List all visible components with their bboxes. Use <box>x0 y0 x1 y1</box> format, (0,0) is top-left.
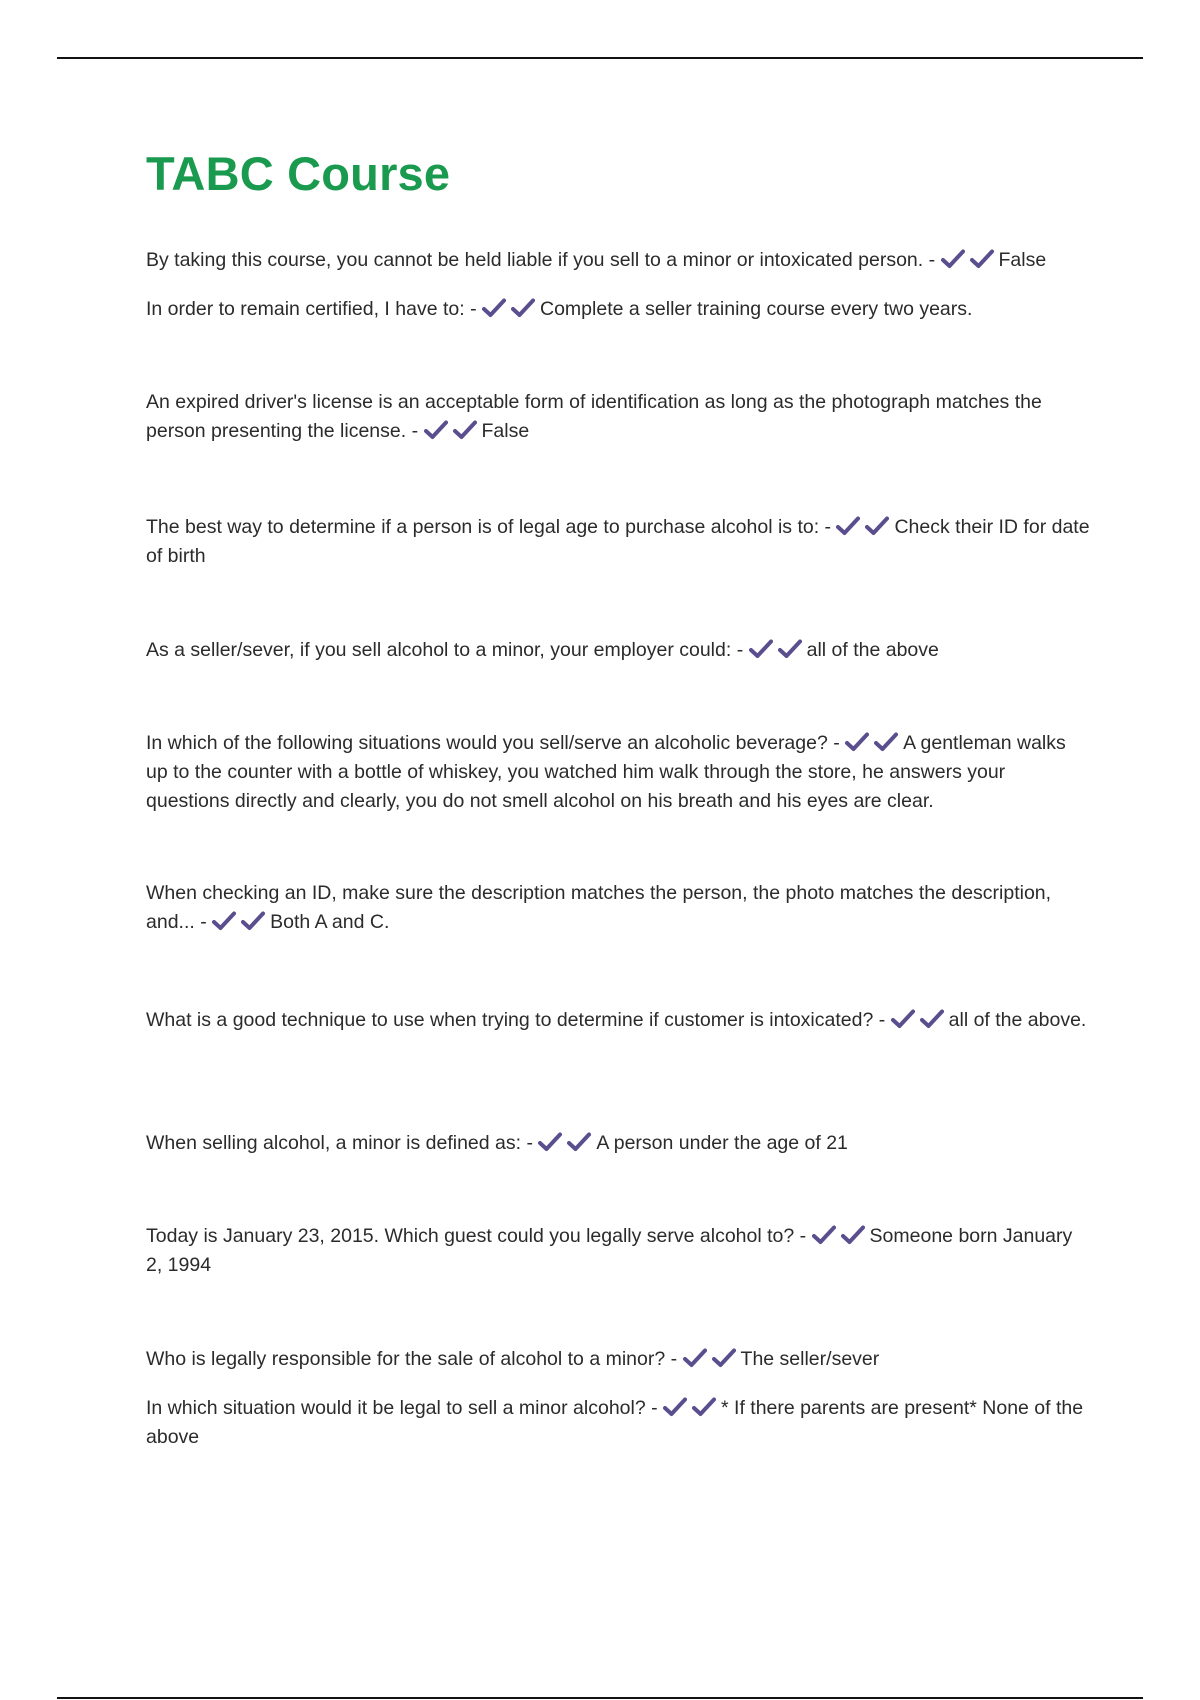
bottom-rule <box>57 1697 1143 1699</box>
answer-marker <box>424 420 482 442</box>
answer-text: False <box>481 420 530 442</box>
check-icon <box>424 420 448 440</box>
answer-text: Someone born January 2, 1994 <box>146 1225 1073 1276</box>
check-icon <box>538 1132 562 1152</box>
check-icon <box>749 639 773 659</box>
check-icon <box>970 249 994 269</box>
check-icon <box>511 298 535 318</box>
check-icon <box>920 1009 944 1029</box>
answer-text: False <box>998 249 1047 271</box>
check-icon <box>241 911 265 931</box>
qa-item-12 <box>146 1394 1091 1452</box>
qa-item-7 <box>146 879 1091 937</box>
answer-marker <box>683 1348 741 1370</box>
question-text: In order to remain certified, I have to: - <box>146 298 477 320</box>
qa-item-4 <box>146 513 1091 571</box>
answer-text: A gentleman walks up to the counter with a bottle of whiskey, you watched him walk through the store, he answers your questions directly and clearly, you do not smell alcohol on his breath and his eyes are clear. <box>146 732 1066 812</box>
check-icon <box>891 1009 915 1029</box>
qa-item-8 <box>146 1006 1091 1035</box>
answer-text: The seller/sever <box>740 1348 880 1370</box>
answer-marker <box>749 639 807 661</box>
question-text: When checking an ID, make sure the description matches the person, the photo matches the description, and... - <box>146 882 1052 933</box>
check-icon <box>567 1132 591 1152</box>
answer-marker <box>836 516 894 538</box>
question-text: By taking this course, you cannot be held liable if you sell to a minor or intoxicated person. - <box>146 249 936 271</box>
question-text: An expired driver's license is an acceptable form of identification as long as the photograph matches the person presenting the license. - <box>146 391 1042 442</box>
qa-item-3 <box>146 388 1091 446</box>
qa-item-5 <box>146 636 1091 665</box>
answer-marker <box>845 732 903 754</box>
check-icon <box>836 516 860 536</box>
question-text: What is a good technique to use when trying to determine if customer is intoxicated? - <box>146 1009 886 1031</box>
qa-item-1 <box>146 246 1091 275</box>
check-icon <box>865 516 889 536</box>
check-icon <box>841 1225 865 1245</box>
question-text: Who is legally responsible for the sale of alcohol to a minor? - <box>146 1348 678 1370</box>
check-icon <box>778 639 802 659</box>
answer-marker <box>663 1397 721 1419</box>
answer-marker <box>891 1009 949 1031</box>
check-icon <box>812 1225 836 1245</box>
qa-item-11 <box>146 1345 1091 1374</box>
question-text: In which of the following situations would you sell/serve an alcoholic beverage? - <box>146 732 840 754</box>
answer-marker <box>482 298 540 320</box>
check-icon <box>453 420 477 440</box>
check-icon <box>482 298 506 318</box>
check-icon <box>692 1397 716 1417</box>
answer-text: * If there parents are present* None of the above <box>146 1397 1084 1448</box>
question-text: In which situation would it be legal to sell a minor alcohol? - <box>146 1397 658 1419</box>
qa-item-10 <box>146 1222 1091 1280</box>
answer-marker <box>212 911 270 933</box>
answer-marker <box>812 1225 870 1247</box>
check-icon <box>712 1348 736 1368</box>
qa-item-6 <box>146 729 1091 816</box>
question-text: Today is January 23, 2015. Which guest could you legally serve alcohol to? - <box>146 1225 807 1247</box>
answer-text: Check their ID for date of birth <box>146 516 1090 567</box>
check-icon <box>845 732 869 752</box>
question-text: The best way to determine if a person is of legal age to purchase alcohol is to: - <box>146 516 832 538</box>
check-icon <box>874 732 898 752</box>
check-icon <box>212 911 236 931</box>
answer-marker <box>538 1132 596 1154</box>
answer-text: Complete a seller training course every two years. <box>540 298 973 320</box>
check-icon <box>941 249 965 269</box>
qa-item-9 <box>146 1129 1091 1158</box>
question-text: When selling alcohol, a minor is defined as: - <box>146 1132 533 1154</box>
answer-text: A person under the age of 21 <box>596 1132 848 1154</box>
answer-text: all of the above. <box>948 1009 1087 1031</box>
top-rule <box>57 57 1143 59</box>
page-title: TABC Course <box>146 147 451 200</box>
check-icon <box>683 1348 707 1368</box>
answer-text: all of the above <box>806 639 939 661</box>
qa-item-2 <box>146 295 1091 324</box>
check-icon <box>663 1397 687 1417</box>
question-text: As a seller/sever, if you sell alcohol to a minor, your employer could: - <box>146 639 744 661</box>
answer-marker <box>941 249 999 271</box>
answer-text: Both A and C. <box>270 911 390 933</box>
